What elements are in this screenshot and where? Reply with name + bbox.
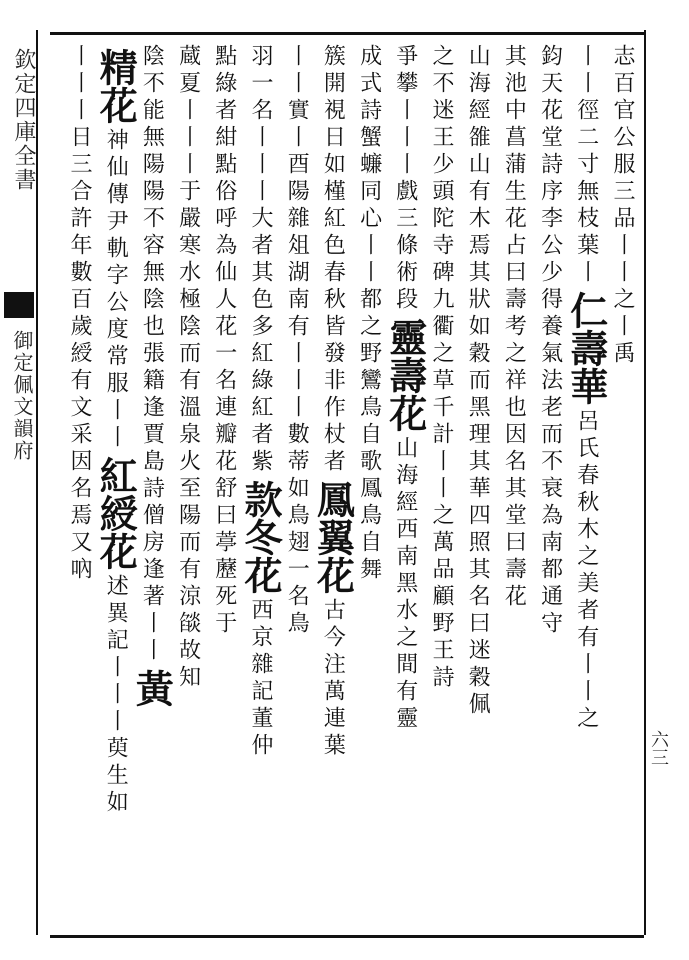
entry-text: 述異記丨丨丨萸生如 bbox=[103, 574, 129, 817]
entry-text: 鈞天花堂詩序李公少得養氣法老而不衰為南都通守 bbox=[537, 44, 563, 638]
entry-headword: 黃 bbox=[129, 669, 175, 707]
entry-text: 丨丨實丨酉陽雜俎湖南有丨丨丨數蒂 bbox=[284, 44, 310, 476]
entry-text: 都之野鸞鳥自歌鳳鳥自舞 bbox=[356, 287, 382, 584]
entry-text: 西京雜記董仲 bbox=[248, 598, 273, 760]
entry-text: 如鳥翅一名鳥 bbox=[284, 476, 310, 638]
text-column bbox=[61, 44, 97, 924]
text-column bbox=[495, 44, 531, 924]
text-column bbox=[563, 44, 609, 924]
entry-headword: 精花 bbox=[93, 48, 139, 124]
text-column bbox=[459, 44, 495, 924]
text-column bbox=[604, 44, 640, 924]
margin-collection-title: 欽定四庫全書 bbox=[11, 48, 36, 192]
fish-tail-mark bbox=[4, 292, 34, 318]
text-column bbox=[310, 44, 356, 924]
entry-headword: 仁壽華 bbox=[563, 291, 609, 405]
entry-headword: 紅綬花 bbox=[93, 456, 139, 570]
entry-text: 蔵夏丨丨丨于嚴寒水極陰而有溫泉火至陽而有涼燄故知 bbox=[175, 44, 201, 692]
text-column bbox=[238, 44, 283, 924]
text-column bbox=[129, 44, 175, 924]
entry-headword: 款冬花 bbox=[238, 480, 283, 594]
text-column bbox=[206, 44, 242, 924]
entry-text: 丨丨徑二寸無枝葉丨 bbox=[573, 44, 599, 287]
entry-text: 點綠者紺點俗呼為仙人花一名連瓣花 bbox=[211, 44, 237, 476]
text-column bbox=[93, 44, 139, 924]
entry-text: 神仙傳尹軌字公度常服丨丨 bbox=[103, 128, 129, 452]
entry-text: 萬品顧野王詩 bbox=[429, 530, 454, 692]
text-column bbox=[278, 44, 314, 924]
page-number: 六三 bbox=[648, 730, 669, 766]
entry-text: 爭攀丨丨丨戲三條術段 bbox=[392, 44, 418, 314]
text-column bbox=[170, 44, 206, 924]
margin-book-title: 御定佩文韻府 bbox=[10, 330, 34, 462]
text-column bbox=[351, 44, 387, 924]
text-column bbox=[382, 44, 428, 924]
text-column bbox=[423, 44, 459, 924]
entry-text: 成式詩蟹蠊同心丨丨 bbox=[356, 44, 382, 287]
entry-headword: 鳳翼花 bbox=[310, 480, 356, 594]
entry-text: 丨丨丨日三合許年數百歲 bbox=[67, 44, 92, 341]
margin-rule-right bbox=[644, 30, 646, 935]
entry-text: 之不迷王少頭陀寺碑九衢之草千計丨丨之 bbox=[429, 44, 454, 530]
entry-text: 呂氏春秋木之美者有丨丨之 bbox=[573, 409, 599, 733]
entry-headword: 靈壽花 bbox=[382, 318, 428, 432]
entry-text: 綬有文采因名焉又吶 bbox=[67, 341, 92, 584]
entry-text: 山海經西南黑水之間有靈 bbox=[392, 436, 418, 733]
text-column bbox=[532, 44, 568, 924]
entry-text: 志百官公服三品丨丨之丨禹 bbox=[610, 44, 635, 368]
entry-text: 山海經雒山有木焉其狀如穀而黑理其華四照其名曰迷穀佩 bbox=[465, 44, 491, 719]
entry-text: 簇開視日如槿紅色春秋皆發非作杖者 bbox=[320, 44, 346, 476]
entry-text: 古今注萬連葉 bbox=[320, 598, 346, 760]
entry-text: 陰不能無陽陽不容無陰也張籍逢賈島詩僧房逢著丨丨 bbox=[139, 44, 165, 665]
margin-strip bbox=[4, 40, 34, 920]
entry-text: 羽一名丨丨丨大者其色多紅綠紅者紫 bbox=[248, 44, 273, 476]
entry-text: 其池中菖蒲生花占曰壽考之祥也因名其堂曰壽花 bbox=[501, 44, 527, 611]
entry-text: 舒曰葶藶死于 bbox=[211, 476, 237, 638]
